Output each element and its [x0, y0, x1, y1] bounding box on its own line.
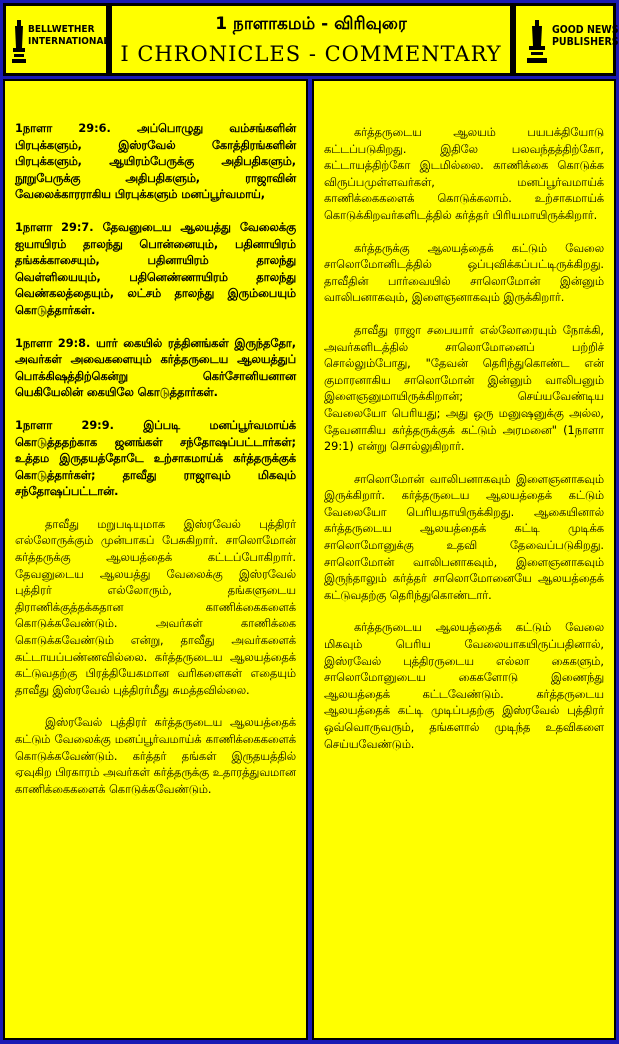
page-header: [3, 3, 619, 76]
good-news-logo-text: GOOD NEWS PUBLISHERS: [552, 24, 619, 48]
left-column: [3, 79, 308, 1040]
commentary-paragraph: தாவீது ராஜா சபையார் எல்லோரையும் நோக்கி, அவர்களிடத்தில் சாலொமோனைப் பற்றிச் சொல்லும்போது, "தேவன் தெரிந்துகொண்ட என் குமாரனாகிய சாலொமோன் இன்னும் வாலிபனும் இளைஞனுமாயிருக்கிறான்; செய்யவேண்டிய வேலையோ பெரியது; அது ஒரு மனுஷனுக்கு அல்ல, தேவனாகிய கர்த்தருக்குக் கட்டும் அரமனை" (1நாளா 29:1) என்று சொல்லுகிறார்.: [324, 323, 604, 454]
commentary-paragraph: கர்த்தருடைய ஆலயத்தைக் கட்டும் வேலை மிகவும் பெரிய வேலையாகயிருப்பதினால், இஸ்ரவேல் புத்திரருடைய எல்லா கைகளும், சாலொமோனுடைய கைகளோடு இணைந்து ஆலயத்தைக் கட்டவேண்டும். கர்த்தருடைய ஆலயத்தைக் கட்டி முடிப்பதற்கு இஸ்ரவேல் புத்திரர் ஒவ்வொருவரும், தங்களால் முடிந்த உதவிகளை செய்யவேண்டும்.: [324, 621, 604, 751]
bellwether-logo: [6, 6, 110, 73]
page-title-tamil: 1 நாளாகமம் - விரிவுரை: [215, 14, 407, 34]
lamp-stand-icon: [526, 18, 548, 64]
lamp-stand-icon: [12, 18, 26, 64]
verse-text: 1நாளா 29:9. இப்படி மனப்பூர்வமாய்க் கொடுத்ததற்காக ஜனங்கள் சந்தோஷப்பட்டார்கள்; உத்தம இருதயத்தோடே உற்சாகமாய்க் கர்த்தருக்குக் கொடுத்தார்கள்; தாவீது ராஜாவும் மிகவும் சந்தோஷப்பட்டான்.: [15, 418, 296, 499]
commentary-paragraph: கர்த்தருடைய ஆலயம் பயபக்தியோடு கட்டப்படுகிறது. இதிலே பலவந்தத்திற்கோ, கட்டாயத்திற்கோ இடமில்லை. காணிக்கை கொடுக்க விருப்பமுள்ளவர்கள், மனப்பூர்வமாய்க் காணிக்கைகளைக் கொடுக்கலாம். உற்சாகமாய்க் கொடுக்கிறவர்களிடத்தில் கர்த்தர் பிரியமாயிருக்கிறார்.: [324, 126, 604, 222]
page-title-english: I CHRONICLES - COMMENTARY: [120, 42, 502, 66]
verse-text: 1நாளா 29:8. யார் கையில் ரத்தினங்கள் இருந்ததோ, அவர்கள் அவைகளையும் கர்த்தருடைய ஆலயத்துப் பொக்கிஷத்திற்கென்று கெர்சோனியனான யெகியேலின் கையிலே கொடுத்தார்கள்.: [15, 336, 296, 400]
verse-text: 1நாளா 29:6. அப்பொழுது வம்சங்களின் பிரபுக்களும், இஸ்ரவேல் கோத்திரங்களின் பிரபுக்களும், ஆயிரம்பேருக்கு அதிபதிகளும், நூறுபேருக்கு அதிபதிகளும், ராஜாவின் வேலைக்காரராகிய பிரபுக்களும் மனப்பூர்வமாய்,: [15, 122, 296, 202]
right-column: [312, 79, 616, 1040]
commentary-paragraph: இஸ்ரவேல் புத்திரர் கர்த்தருடைய ஆலயத்தைக் கட்டும் வேலைக்கு மனப்பூர்வமாய்க் காணிக்கைகளைக் கொடுக்கவேண்டும். கர்த்தர் தங்கள் இருதயத்தில் ஏவுகிற பிரகாரம் அவர்கள் கர்த்தருக்கு உதாரத்துவமான காணிக்கைகளைக் கொடுக்கவேண்டும்.: [15, 716, 296, 796]
commentary-paragraph: சாலொமோன் வாலிபனாகவும் இளைஞனாகவும் இருக்கிறார். கர்த்தருடைய ஆலயத்தைக் கட்டும் வேலையோ பெரியதாயிருக்கிறது. ஆகையினால் கர்த்தருடைய ஆலயத்தைக் கட்டி முடிக்க சாலொமோனுக்கு உதவி தேவைப்படுகிறது. சாலொமோன் வாலிபனாகவும், இளைஞனாகவும் இருந்தாலும் கர்த்தர் சாலொமோனையே ஆலயத்தைக் கட்டுவதற்கு தெரிந்துகொண்டார்.: [324, 472, 604, 602]
bellwether-logo-text: BELLWETHER INTERNATIONAL: [28, 24, 110, 47]
verse-text: 1நாளா 29:7. தேவனுடைய ஆலயத்து வேலைக்கு ஐயாயிரம் தாலந்து பொன்னையும், பதினாயிரம் தங்கக்காசையும், பதினாயிரம் தாலந்து வெள்ளியையும், பதினெண்ணாயிரம் தாலந்து வெண்கலத்தையும், லட்சம் தாலந்து இரும்பையும் கொடுத்தார்கள்.: [15, 220, 296, 317]
title-box: [112, 6, 510, 73]
commentary-paragraph: தாவீது மறுபடியுமாக இஸ்ரவேல் புத்திரர் எல்லோருக்கும் முன்பாகப் பேசுகிறார். சாலொமோன் கர்த்தருக்கு ஆலயத்தைக் கட்டப்போகிறார். தேவனுடைய ஆலயத்து வேலைக்கு இஸ்ரவேல் புத்திரர் எல்லோரும், தங்களுடைய திராணிக்குத்தக்கதான காணிக்கைகளைக் கொடுக்கவேண்டும். அவர்கள் காணிக்கை கொடுக்கவேண்டும் என்று, தாவீது அவர்களைக் கட்டாயப்பண்ணவில்லை. கர்த்தருடைய ஆலயத்தைக் கட்டுவதற்கு பிரத்தியேகமான வரிகளைகள் எதையும் தாவீது இஸ்ரவேல் புத்திரர்மீது சுமத்தவில்லை.: [15, 517, 296, 697]
good-news-logo: [516, 6, 619, 73]
commentary-paragraph: கர்த்தருக்கு ஆலயத்தைக் கட்டும் வேலை சாலொமோனிடத்தில் ஒப்புவிக்கப்பட்டிருக்கிறது. தாவீதின் பார்வையில் சாலொமோன் இன்னும் வாலிபனாகவும், இளைஞனாகவும் இருக்கிறார்.: [324, 241, 604, 305]
